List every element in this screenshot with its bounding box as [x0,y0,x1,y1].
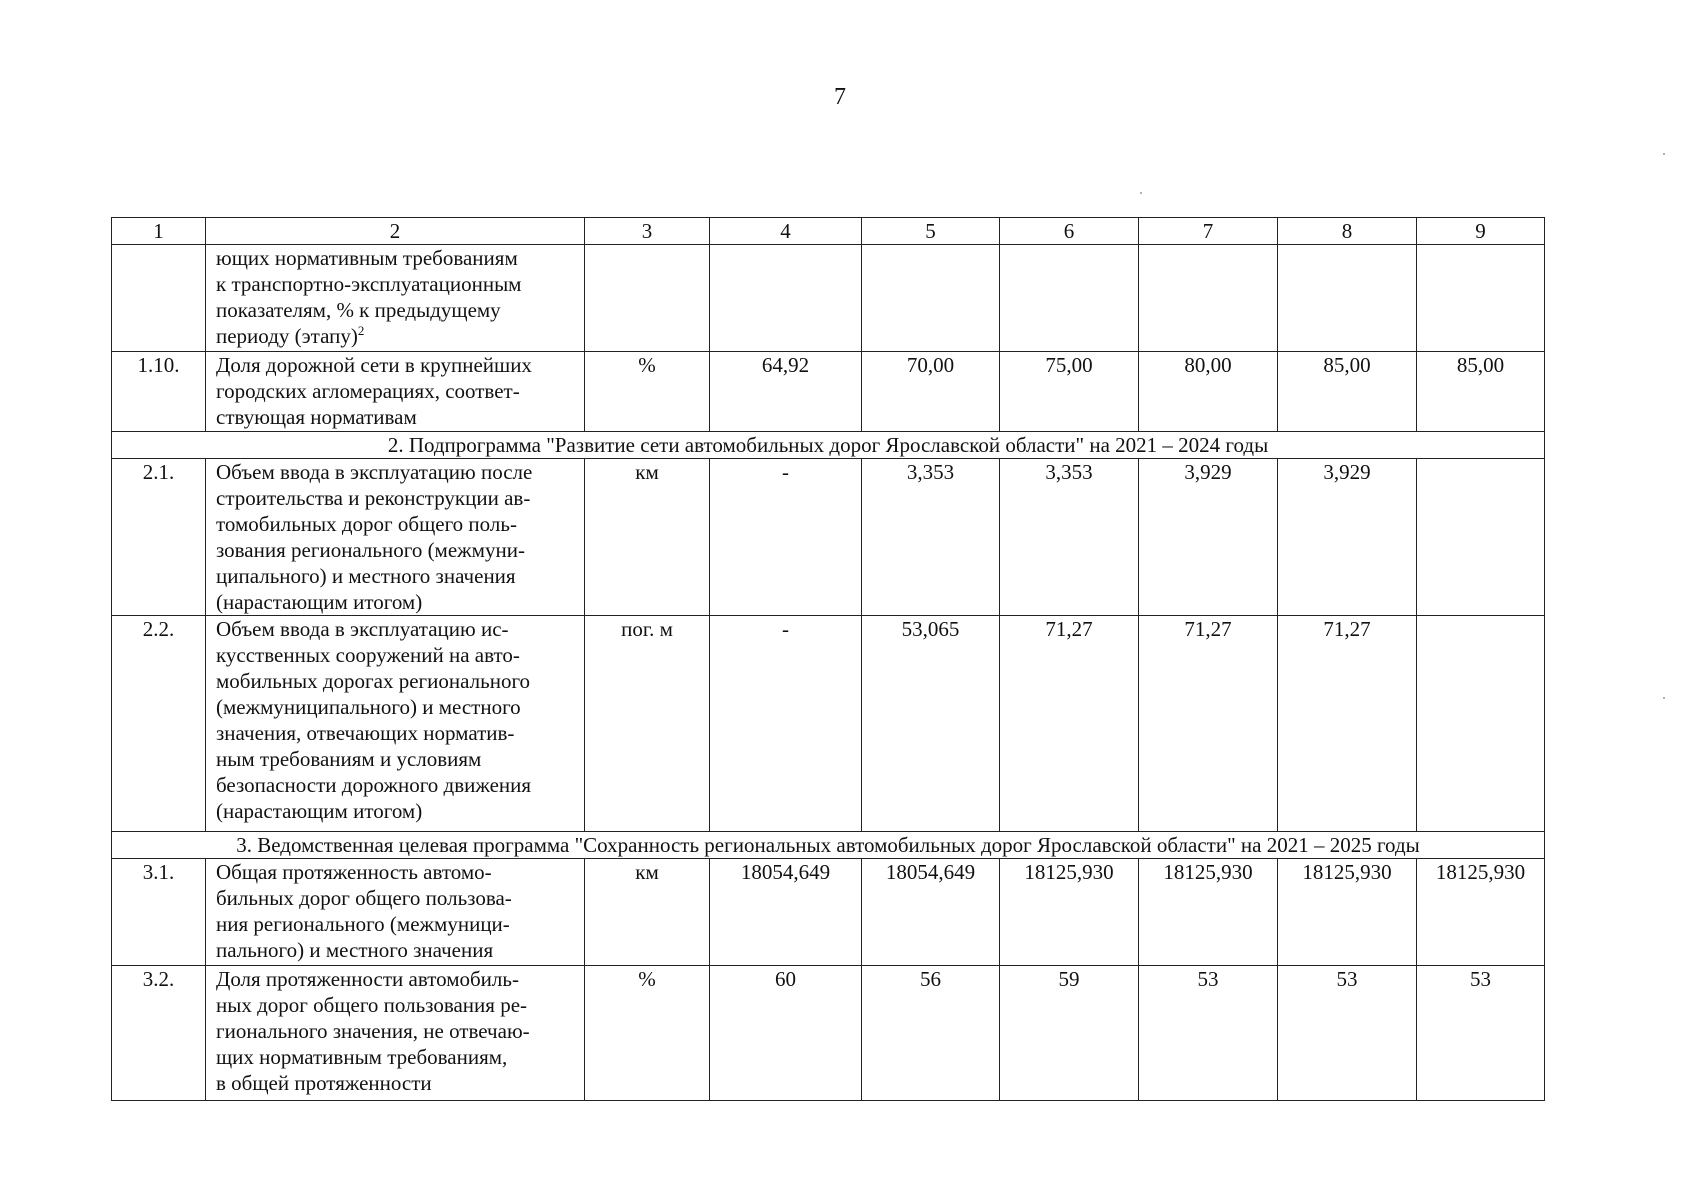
column-number-cell: 1 [112,218,206,245]
indicator-name-line [216,992,578,1018]
indicator-name-text: периоду (этапу) [216,324,358,348]
indicator-name-text: ных дорог общего пользования ре- [216,993,528,1017]
value-cell: 18125,930 [1139,859,1278,966]
indicator-name-line [216,859,578,885]
indicator-name-line [216,271,578,297]
column-number-row [112,218,1545,245]
indicator-name-line [216,323,578,349]
unit-cell: % [585,352,710,432]
table-row [112,966,1545,1101]
value-cell [1278,245,1417,352]
value-cell: 18125,930 [1000,859,1139,966]
indicator-name-line [216,911,578,937]
column-number-cell: 7 [1139,218,1278,245]
value-cell: 71,27 [1139,616,1278,832]
indicator-name [206,966,585,1101]
indicator-name-text: в общей протяженности [216,1071,432,1095]
indicator-name-text: (нарастающим итогом) [216,799,423,823]
indicator-name-text: (межмуниципального) и местного [216,695,521,719]
unit-cell: пог. м [585,616,710,832]
indicator-name-text: ния регионального (межмуници- [216,912,510,936]
value-cell: 71,27 [1278,616,1417,832]
row-number: 1.10. [112,352,206,432]
indicator-name-line [216,937,578,963]
indicator-name-line [216,378,578,404]
value-cell: 56 [862,966,1000,1101]
indicator-name-text: строительства и реконструкции ав- [216,486,531,510]
indicator-name-text: ствующая нормативам [216,405,417,429]
indicator-name-line [216,798,578,824]
scan-speck [1140,192,1142,194]
indicator-name-line [216,459,578,485]
indicator-name [206,616,585,832]
table-row [112,245,1545,352]
indicator-name-text: томобильных дорог общего поль- [216,512,517,536]
indicator-name-line [216,245,578,271]
indicators-table [111,217,1545,1101]
row-number: 3.2. [112,966,206,1101]
value-cell: 85,00 [1417,352,1545,432]
indicator-name-line [216,352,578,378]
indicator-name-text: значения, отвечающих норматив- [216,721,515,745]
indicator-name-text: Общая протяженность автомо- [216,860,492,884]
page-number: 7 [834,84,846,110]
indicator-name-text: гионального значения, не отвечаю- [216,1019,530,1043]
indicator-name-line [216,616,578,642]
indicator-name-line [216,297,578,323]
indicator-name-line [216,746,578,772]
indicator-name-text: городских агломерациях, соответ- [216,379,520,403]
indicator-name-text: бильных дорог общего пользова- [216,886,512,910]
value-cell [1000,245,1139,352]
row-number: 2.2. [112,616,206,832]
indicator-name-line [216,485,578,511]
scan-speck [1663,153,1665,155]
indicator-name-text: ным требованиям и условиям [216,747,482,771]
indicator-name-text: безопасности дорожного движения [216,773,532,797]
value-cell: 80,00 [1139,352,1278,432]
table-row [112,352,1545,432]
row-number: 2.1. [112,459,206,616]
indicator-name-text: ципального) и местного значения [216,564,516,588]
unit-cell [585,245,710,352]
indicator-name-text: Доля протяженности автомобиль- [216,967,519,991]
section-title: 3. Ведомственная целевая программа "Сохранность региональных автомобильных дорог Ярославской области" на 2021 – 2025 годы [112,832,1545,859]
indicator-name-text: (нарастающим итогом) [216,590,423,614]
unit-cell: км [585,459,710,616]
indicator-name-line [216,589,578,615]
value-cell: 3,929 [1278,459,1417,616]
indicator-name-line [216,537,578,563]
value-cell: - [710,459,862,616]
value-cell: 18054,649 [710,859,862,966]
column-number-cell: 6 [1000,218,1139,245]
unit-cell: км [585,859,710,966]
value-cell: 53 [1417,966,1545,1101]
value-cell: 64,92 [710,352,862,432]
indicator-name-line [216,563,578,589]
column-number-cell: 9 [1417,218,1545,245]
value-cell: 18054,649 [862,859,1000,966]
footnote-mark: 2 [357,323,365,338]
row-number: 3.1. [112,859,206,966]
value-cell: 59 [1000,966,1139,1101]
indicator-name-text: щих нормативным требованиям, [216,1045,508,1069]
indicator-name-text: ющих нормативным требованиям [216,246,518,270]
indicator-name-line [216,511,578,537]
column-number-cell: 5 [862,218,1000,245]
value-cell [1417,459,1545,616]
scan-speck [1663,697,1665,699]
indicator-name-text: Доля дорожной сети в крупнейших [216,353,532,377]
value-cell [862,245,1000,352]
value-cell: 53 [1278,966,1417,1101]
value-cell: 70,00 [862,352,1000,432]
value-cell: 53 [1139,966,1278,1101]
section-row [112,832,1545,859]
indicator-name-text: показателям, % к предыдущему [216,298,501,322]
unit-cell: % [585,966,710,1101]
indicator-name-line [216,642,578,668]
value-cell [1417,245,1545,352]
indicator-name-line [216,720,578,746]
indicator-name-line [216,1070,578,1096]
indicator-name-line [216,404,578,430]
value-cell [1417,616,1545,832]
indicator-name-line [216,772,578,798]
indicator-name [206,245,585,352]
indicator-name-line [216,668,578,694]
indicator-name [206,352,585,432]
indicator-name-line [216,1044,578,1070]
value-cell: 3,929 [1139,459,1278,616]
indicator-name-text: Объем ввода в эксплуатацию ис- [216,617,509,641]
indicator-name [206,859,585,966]
indicator-name-line [216,885,578,911]
table-row [112,459,1545,616]
column-number-cell: 2 [206,218,585,245]
value-cell: 18125,930 [1417,859,1545,966]
indicator-name-line [216,694,578,720]
value-cell: 3,353 [862,459,1000,616]
indicator-name-text: пального) и местного значения [216,938,494,962]
indicator-name-line [216,966,578,992]
column-number-cell: 4 [710,218,862,245]
indicator-name-line [216,1018,578,1044]
table-body [112,218,1545,1101]
indicator-name-text: зования регионального (межмуни- [216,538,525,562]
indicator-name-text: кусственных сооружений на авто- [216,643,520,667]
table-row [112,859,1545,966]
table-row [112,616,1545,832]
indicator-name [206,459,585,616]
value-cell [710,245,862,352]
value-cell: 71,27 [1000,616,1139,832]
value-cell: 18125,930 [1278,859,1417,966]
column-number-cell: 3 [585,218,710,245]
value-cell: - [710,616,862,832]
column-number-cell: 8 [1278,218,1417,245]
section-row [112,432,1545,459]
indicator-name-text: мобильных дорогах регионального [216,669,531,693]
indicator-name-text: к транспортно-эксплуатационным [216,272,522,296]
indicator-name-text: Объем ввода в эксплуатацию после [216,460,533,484]
value-cell: 53,065 [862,616,1000,832]
value-cell [1139,245,1278,352]
section-title: 2. Подпрограмма "Развитие сети автомобильных дорог Ярославской области" на 2021 – 2024 годы [112,432,1545,459]
value-cell: 3,353 [1000,459,1139,616]
row-number [112,245,206,352]
value-cell: 75,00 [1000,352,1139,432]
value-cell: 60 [710,966,862,1101]
value-cell: 85,00 [1278,352,1417,432]
